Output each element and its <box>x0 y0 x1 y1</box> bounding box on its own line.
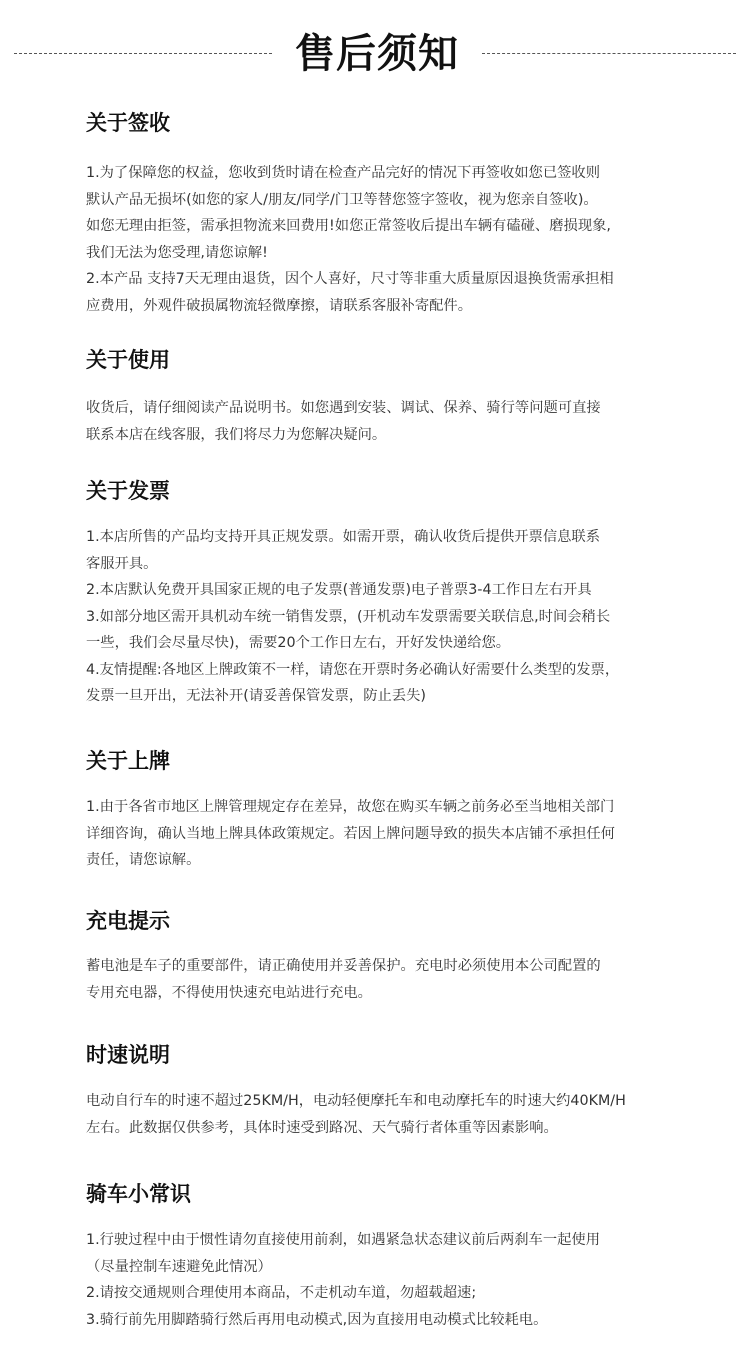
page-header <box>0 22 750 86</box>
text-line: 1.由于各省市地区上牌管理规定存在差异，故您在购买车辆之前务必至当地相关部门 <box>86 799 615 815</box>
text-line: 蓄电池是车子的重要部件，请正确使用并妥善保护。充电时必须使用本公司配置的 <box>86 958 601 974</box>
text-line: 默认产品无损坏(如您的家人/朋友/同学/门卫等替您签字签收，视为您亲自签收)。 <box>86 191 598 208</box>
section-title: 关于发票 <box>86 479 170 503</box>
text-line: 客服开具。 <box>86 555 158 572</box>
text-line: 1.为了保障您的权益，您收到货时请在检查产品完好的情况下再签收如您已签收则 <box>86 165 601 181</box>
section-signing <box>86 108 686 328</box>
text-line: 2.本店默认免费开具国家正规的电子发票(普通发票)电子普票3-4工作日左右开具 <box>86 582 592 598</box>
section-text <box>86 794 615 874</box>
text-line: 左右。此数据仅供参考，具体时速受到路况、天气骑行者体重等因素影响。 <box>86 1119 558 1136</box>
text-line: 我们无法为您受理,请您谅解! <box>86 244 268 261</box>
text-line: 一些，我们会尽量尽快)，需要20个工作日左右，开好发快递给您。 <box>86 635 511 651</box>
text-line: 1.本店所售的产品均支持开具正规发票。如需开票，确认收货后提供开票信息联系 <box>86 529 601 545</box>
section-license-plate <box>86 746 686 886</box>
text-line: 专用充电器，不得使用快速充电站进行充电。 <box>86 984 372 1001</box>
text-line: 详细咨询，确认当地上牌具体政策规定。若因上牌问题导致的损失本店铺不承担任何 <box>86 825 615 842</box>
page-title: 售后须知 <box>295 31 459 77</box>
section-title: 骑车小常识 <box>86 1182 191 1206</box>
text-line: 如您无理由拒签，需承担物流来回费用!如您正常签收后提出车辆有磕碰、磨损现象, <box>86 218 611 234</box>
section-text <box>86 1088 626 1141</box>
text-line: 应费用，外观件破损属物流轻微摩擦，请联系客服补寄配件。 <box>86 297 473 314</box>
section-invoice <box>86 476 686 716</box>
text-line: 责任，请您谅解。 <box>86 852 201 868</box>
text-line: 4.友情提醒:各地区上牌政策不一样，请您在开票时务必确认好需要什么类型的发票， <box>86 661 620 678</box>
text-line: 3.骑行前先用脚踏骑行然后再用电动模式,因为直接用电动模式比较耗电。 <box>86 1311 548 1328</box>
text-line: （尽量控制车速避免此情况） <box>86 1258 272 1275</box>
text-line: 发票一旦开出，无法补开(请妥善保管发票，防止丢失) <box>86 688 426 704</box>
section-speed <box>86 1040 686 1150</box>
section-text <box>86 524 619 710</box>
section-riding-tips <box>86 1179 686 1349</box>
section-title: 关于使用 <box>86 348 170 372</box>
section-text <box>86 1227 600 1333</box>
text-line: 联系本店在线客服，我们将尽力为您解决疑问。 <box>86 426 387 443</box>
section-charging <box>86 906 686 1016</box>
text-line: 收货后，请仔细阅读产品说明书。如您遇到安装、调试、保养、骑行等问题可直接 <box>86 400 601 416</box>
left-dashed-divider <box>14 53 272 54</box>
text-line: 2.本产品 支持7天无理由退货，因个人喜好，尺寸等非重大质量原因退换货需承担相 <box>86 271 614 287</box>
section-title: 充电提示 <box>86 909 170 933</box>
section-text <box>86 395 601 448</box>
section-title: 时速说明 <box>86 1043 170 1067</box>
section-text <box>86 953 601 1006</box>
section-usage <box>86 345 686 455</box>
section-title: 关于签收 <box>86 111 170 135</box>
text-line: 2.请按交通规则合理使用本商品，不走机动车道，勿超载超速; <box>86 1285 477 1301</box>
text-line: 3.如部分地区需开具机动车统一销售发票，(开机动车发票需要关联信息,时间会稍长 <box>86 608 611 625</box>
right-dashed-divider <box>482 53 736 54</box>
section-text <box>86 160 614 319</box>
text-line: 电动自行车的时速不超过25KM/H，电动轻便摩托车和电动摩托车的时速大约40KM/H <box>86 1093 626 1109</box>
text-line: 1.行驶过程中由于惯性请勿直接使用前刹，如遇紧急状态建议前后两刹车一起使用 <box>86 1232 601 1248</box>
section-title: 关于上牌 <box>86 749 170 773</box>
